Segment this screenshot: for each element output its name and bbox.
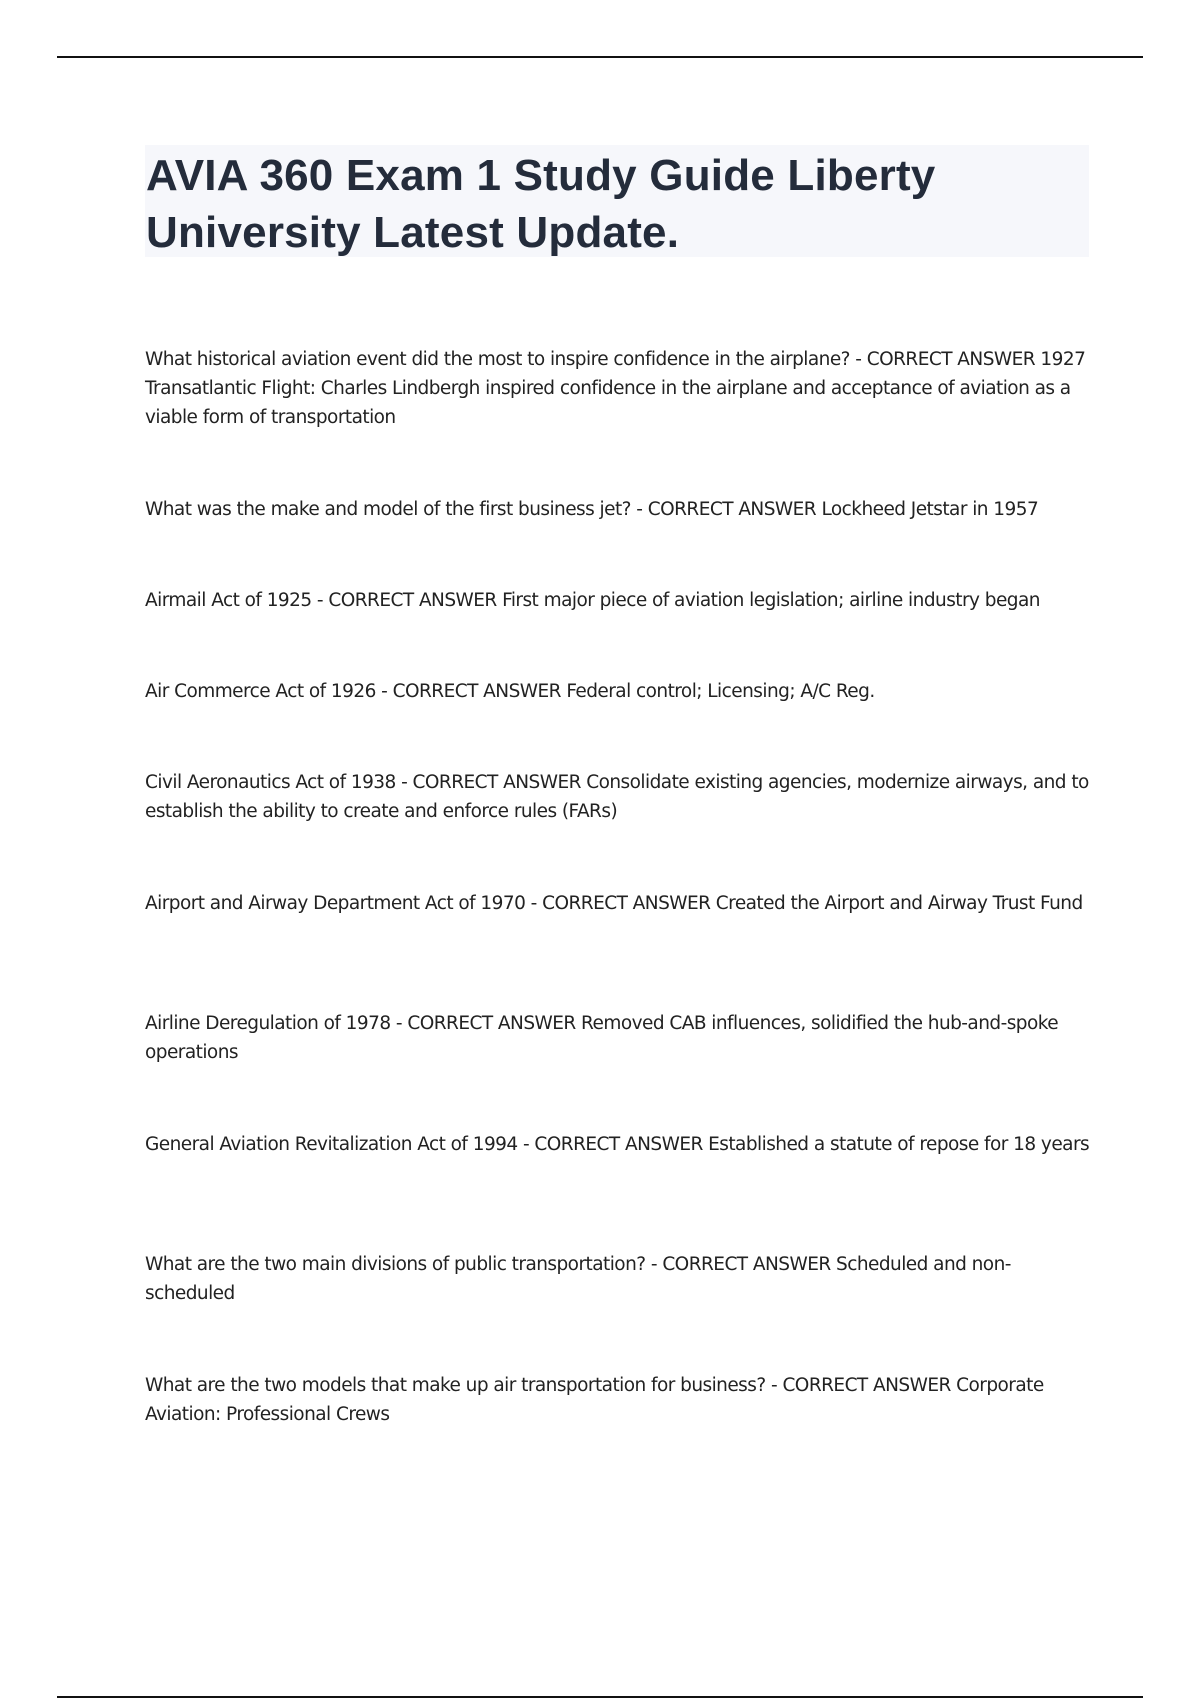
separator: - [765, 1375, 783, 1396]
answer-label: CORRECT ANSWER [782, 1375, 951, 1396]
separator: - [645, 1254, 663, 1275]
question-text: Airmail Act of 1925 [145, 590, 312, 611]
question-text: What historical aviation event did the most to inspire confidence in the airplane? [145, 349, 850, 370]
answer-label: CORRECT ANSWER [534, 1134, 703, 1155]
qa-item [145, 1371, 1095, 1429]
answer-text: Removed CAB influences, solidified the hub-and-spoke operations [145, 1013, 1059, 1063]
qa-item [145, 1130, 1095, 1159]
answer-text: First major piece of aviation legislation; airline industry began [502, 590, 1040, 611]
answer-label: CORRECT ANSWER [542, 893, 711, 914]
separator: - [311, 590, 329, 611]
question-text: What was the make and model of the first business jet? [145, 499, 631, 520]
answer-text: Federal control; Licensing; A/C Reg. [566, 681, 875, 702]
answer-text: Corporate Aviation: Professional Crews [145, 1375, 1044, 1425]
answer-label: CORRECT ANSWER [647, 499, 817, 520]
answer-text: Established a statute of repose for 18 years [708, 1134, 1090, 1155]
question-text: What are the two models that make up air transportation for business? [145, 1375, 766, 1396]
qa-item [145, 768, 1095, 826]
qa-item [145, 345, 1095, 432]
separator: - [630, 499, 648, 520]
answer-label: CORRECT ANSWER [328, 590, 497, 611]
answer-text: Lockheed Jetstar in 1957 [821, 499, 1039, 520]
answer-label: CORRECT ANSWER [407, 1013, 576, 1034]
answer-label: CORRECT ANSWER [392, 681, 561, 702]
question-text: Airline Deregulation of 1978 [145, 1013, 391, 1034]
question-text: What are the two main divisions of public transportation? [145, 1254, 646, 1275]
qa-item [145, 495, 1095, 524]
answer-text: Scheduled and non-scheduled [145, 1254, 1011, 1304]
qa-item [145, 889, 1095, 918]
separator: - [525, 893, 543, 914]
separator: - [849, 349, 867, 370]
qa-item [145, 1250, 1095, 1308]
qa-item [145, 1009, 1095, 1067]
separator: - [395, 772, 413, 793]
answer-label: CORRECT ANSWER [866, 349, 1036, 370]
qa-item [145, 677, 1095, 706]
qa-item [145, 586, 1095, 615]
question-text: General Aviation Revitalization Act of 1994 [145, 1134, 518, 1155]
question-text: Civil Aeronautics Act of 1938 [145, 772, 396, 793]
question-text: Airport and Airway Department Act of 1970 [145, 893, 526, 914]
question-text: Air Commerce Act of 1926 [145, 681, 376, 702]
separator: - [517, 1134, 535, 1155]
title-highlight [145, 145, 1089, 257]
answer-label: CORRECT ANSWER [412, 772, 581, 793]
answer-text: 1927 Transatlantic Flight: Charles Lindbergh inspired confidence in the airplane and acceptance of aviation as a viable form of transportation [145, 349, 1086, 428]
answer-text: Consolidate existing agencies, modernize airways, and to establish the ability to create and enforce rules (FARs) [145, 772, 1089, 822]
separator: - [390, 1013, 408, 1034]
top-rule [57, 56, 1143, 58]
page-title: AVIA 360 Exam 1 Study Guide Liberty University Latest Update. [146, 151, 936, 257]
answer-text: Created the Airport and Airway Trust Fund [715, 893, 1083, 914]
bottom-rule [57, 1696, 1143, 1698]
answer-label: CORRECT ANSWER [662, 1254, 831, 1275]
separator: - [375, 681, 393, 702]
